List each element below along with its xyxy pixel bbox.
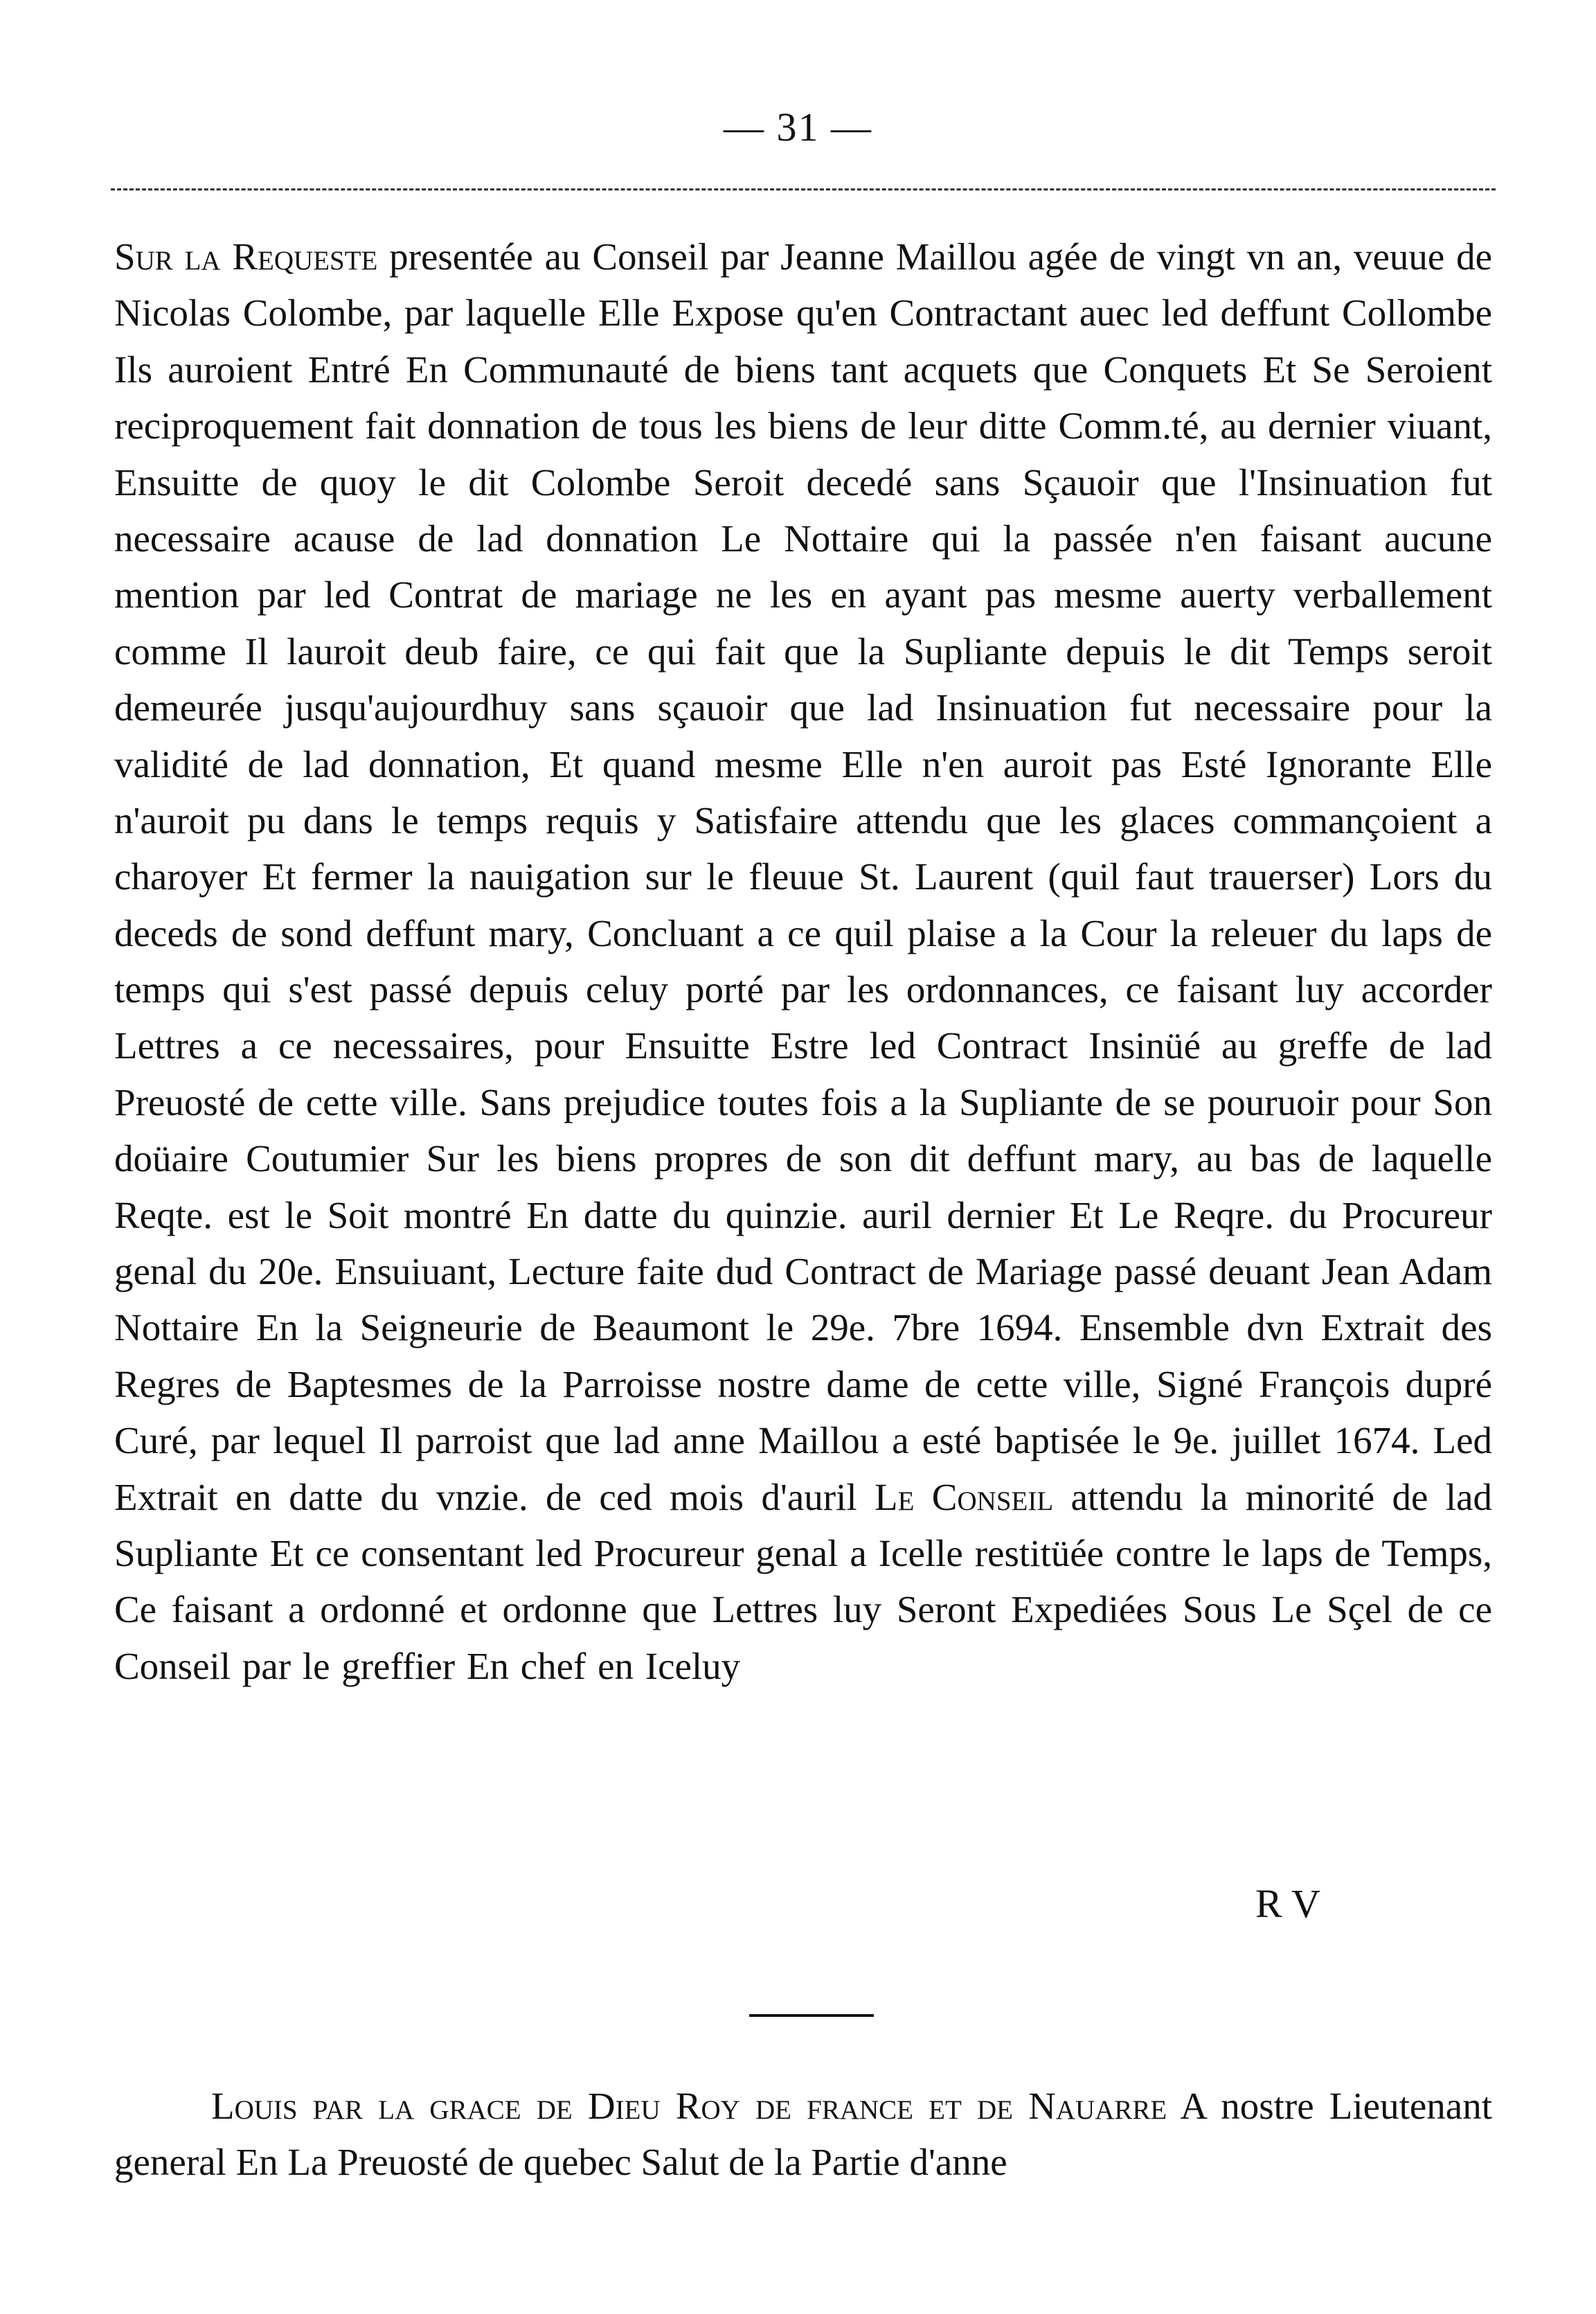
next-act-text: A nostre Lieutenant general En La Preuosté de quebec Salut de la Partie d'anne <box>114 2085 1492 2184</box>
act-text-continued: attendu la minorité de lad Supliante Et ce consentant led Procureur genal a Icelle restitüée contre le laps de Temps, Ce faisant a ordonné et ordonne que Lettres luy Seront Expediées Sous Le Sçel de ce Conseil par le greffier En chef en Iceluy <box>114 1475 1493 1687</box>
council-heading: Le Conseil <box>875 1475 1054 1518</box>
section-divider <box>749 2014 874 2017</box>
page-number: — 31 — <box>724 105 872 150</box>
act-paragraph <box>114 229 1492 1694</box>
header-rule <box>111 188 1496 190</box>
act-opening: Sur la Requeste <box>114 235 378 278</box>
next-act-paragraph <box>114 2078 1492 2191</box>
act-text: presentée au Conseil par Jeanne Maillou agée de vingt vn an, veuue de Nicolas Colombe, par laquelle Elle Expose qu'en Contractant auec led deffunt Collombe Ils auroient Entré En Communauté de biens tant acquets que Conquets Et Se Seroient reciproquement fait donnation de tous les biens de leur ditte Comm.té, au dernier viuant, Ensuitte de quoy le dit Colombe Seroit decedé sans Sçauoir que l'Insinuation fut necessaire acause de lad donnation Le Nottaire qui la passée n'en faisant aucune mention par led Contrat de mariage ne les en ayant pas mesme auerty verballement comme Il lauroit deub faire, ce qui fait que la Supliante depuis le dit Temps seroit demeurée jusqu'aujourdhuy sans sçauoir que lad Insinuation fut necessaire pour la validité de lad donnation, Et quand mesme Elle n'en auroit pas Esté Ignorante Elle n'auroit pu dans le temps requis y Satisfaire attendu que les glaces commançoient a charoyer Et fermer la nauigation sur le fleuue St. Laurent (quil faut trauerser) Lors du deceds de sond deffunt mary, Concluant a ce quil plaise a la Cour la releuer du laps de temps qui s'est passé depuis celuy porté par les ordonnances, ce faisant luy accorder Lettres a ce necessaires, pour Ensuitte Estre led Contract Insinüé au greffe de lad Preuosté de cette ville. Sans prejudice toutes fois a la Supliante de se pouruoir pour Son doüaire Coutumier Sur les biens propres de son dit deffunt mary, au bas de laquelle Reqte. est le Soit montré En datte du quinzie. auril dernier Et Le Reqre. du Procureur genal du 20e. Ensuiuant, Lecture faite dud Contract de Mariage passé deuant Jean Adam Nottaire En la Seigneurie de Beaumont le 29e. 7bre 1694. Ensemble dvn Extrait des Regres de Baptesmes de la Parroisse nostre dame de cette ville, Signé François dupré Curé, par lequel Il parroist que lad anne Maillou a esté baptisée le 9e. juillet 1674. Led Extrait en datte du vnzie. de ced mois d'auril <box>114 235 1493 1518</box>
royal-salutation: Louis par la grace de Dieu Roy de france et de Nauarre <box>211 2085 1167 2127</box>
signature-initials: R V <box>1255 1881 1321 1926</box>
